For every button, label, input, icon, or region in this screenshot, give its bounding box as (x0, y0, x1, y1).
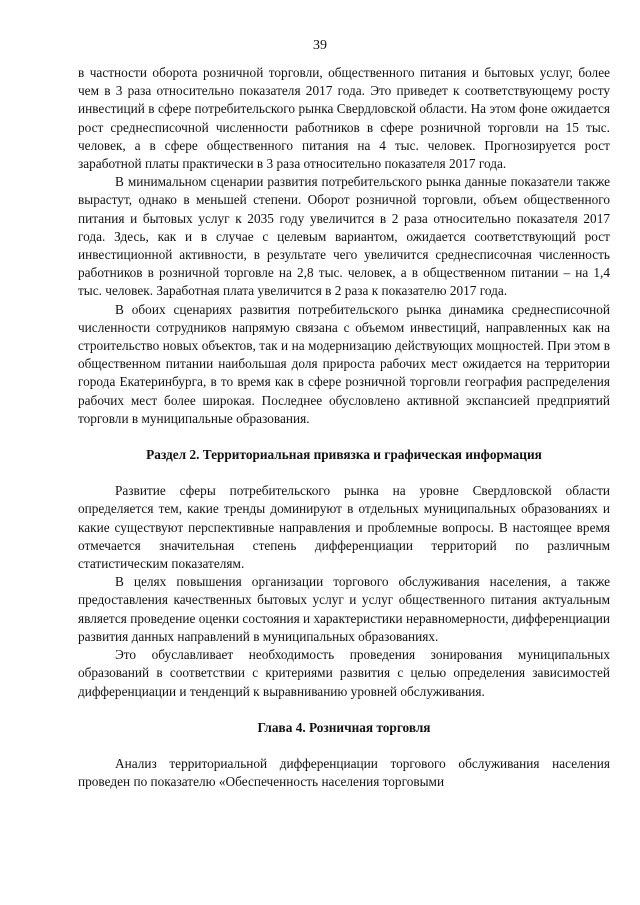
paragraph-both-scenarios: В обоих сценариях развития потребительского рынка динамика среднесписочной численности сотрудников напрямую связана с объемом инвестиций, направленных как на строительство новых объектов, так и на модернизацию действующих мощностей. При этом в общественном питании наибольшая доля прироста рабочих мест ожидается на территории города Екатеринбурга, в то время как в сфере розничной торговли география распределения рабочих мест более широкая. Последнее обусловлено активной экспансией предприятий торговли в муниципальные образования. (78, 301, 610, 426)
section-heading: Раздел 2. Территориальная привязка и графическая информация (146, 447, 542, 463)
paragraph-regional-development: Развитие сферы потребительского рынка на уровне Свердловской области определяется тем, какие тренды доминируют в отдельных муниципальных образованиях и какие существуют перспективные направления и проблемные вопросы. В настоящее время отмечается значительная степень дифференциации территорий по различным статистическим показателям. (78, 483, 610, 572)
spacer (78, 428, 610, 446)
spacer (78, 701, 610, 719)
paragraph-minimal-scenario: В минимальном сценарии развития потребительского рынка данные показатели также вырастут, однако в меньшей степени. Оборот розничной торговли, объем общественного питания и бытовых услуг к 2035 году увеличится в 2 раза относительно показателя 2017 года. Здесь, как и в случае с целевым вариантом, ожидается соответствующий рост инвестиционной активности, в результате чего увеличится среднесписочная численность работников в розничной торговле на 2,8 тыс. человек, а в общественном питании – на 1,4 тыс. человек. Заработная плата увеличится в 2 раза к показателю 2017 года. (78, 174, 610, 299)
page-number: 39 (313, 38, 327, 53)
paragraph-retail-analysis: Анализ территориальной дифференциации торгового обслуживания населения проведен по показателю «Обеспеченность населения торговыми (78, 755, 610, 790)
chapter-heading: Глава 4. Розничная торговля (257, 719, 431, 735)
paragraph-growth-target-scenario: в частности оборота розничной торговли, общественного питания и бытовых услуг, более чем в 3 раза относительно показателя 2017 года. Это приведет к соответствующему росту инвестиций в сфере потребительского рынка Свердловской области. На этом фоне ожидается рост среднесписочной численности работников в сфере розничной торговли на 15 тыс. человек, а в сфере общественного питания на 4 тыс. человек. Прогнозируется рост заработной платы практически в 3 раза относительно показателя 2017 года. (78, 65, 610, 172)
spacer (78, 464, 610, 482)
page-body (78, 64, 610, 791)
paragraph-service-organization: В целях повышения организации торгового обслуживания населения, а также предоставления качественных бытовых услуг и услуг общественного питания актуальным является проведение оценки состояния и характеристики неравномерности, дифференциации развития данных направлений в муниципальных образованиях. (78, 574, 610, 644)
paragraph-zoning-necessity: Это обуславливает необходимость проведения зонирования муниципальных образований в соответствии с критериями развития с целью определения зависимостей дифференциации и тенденций к выравниванию уровней обслуживания. (78, 647, 610, 699)
spacer (78, 737, 610, 755)
